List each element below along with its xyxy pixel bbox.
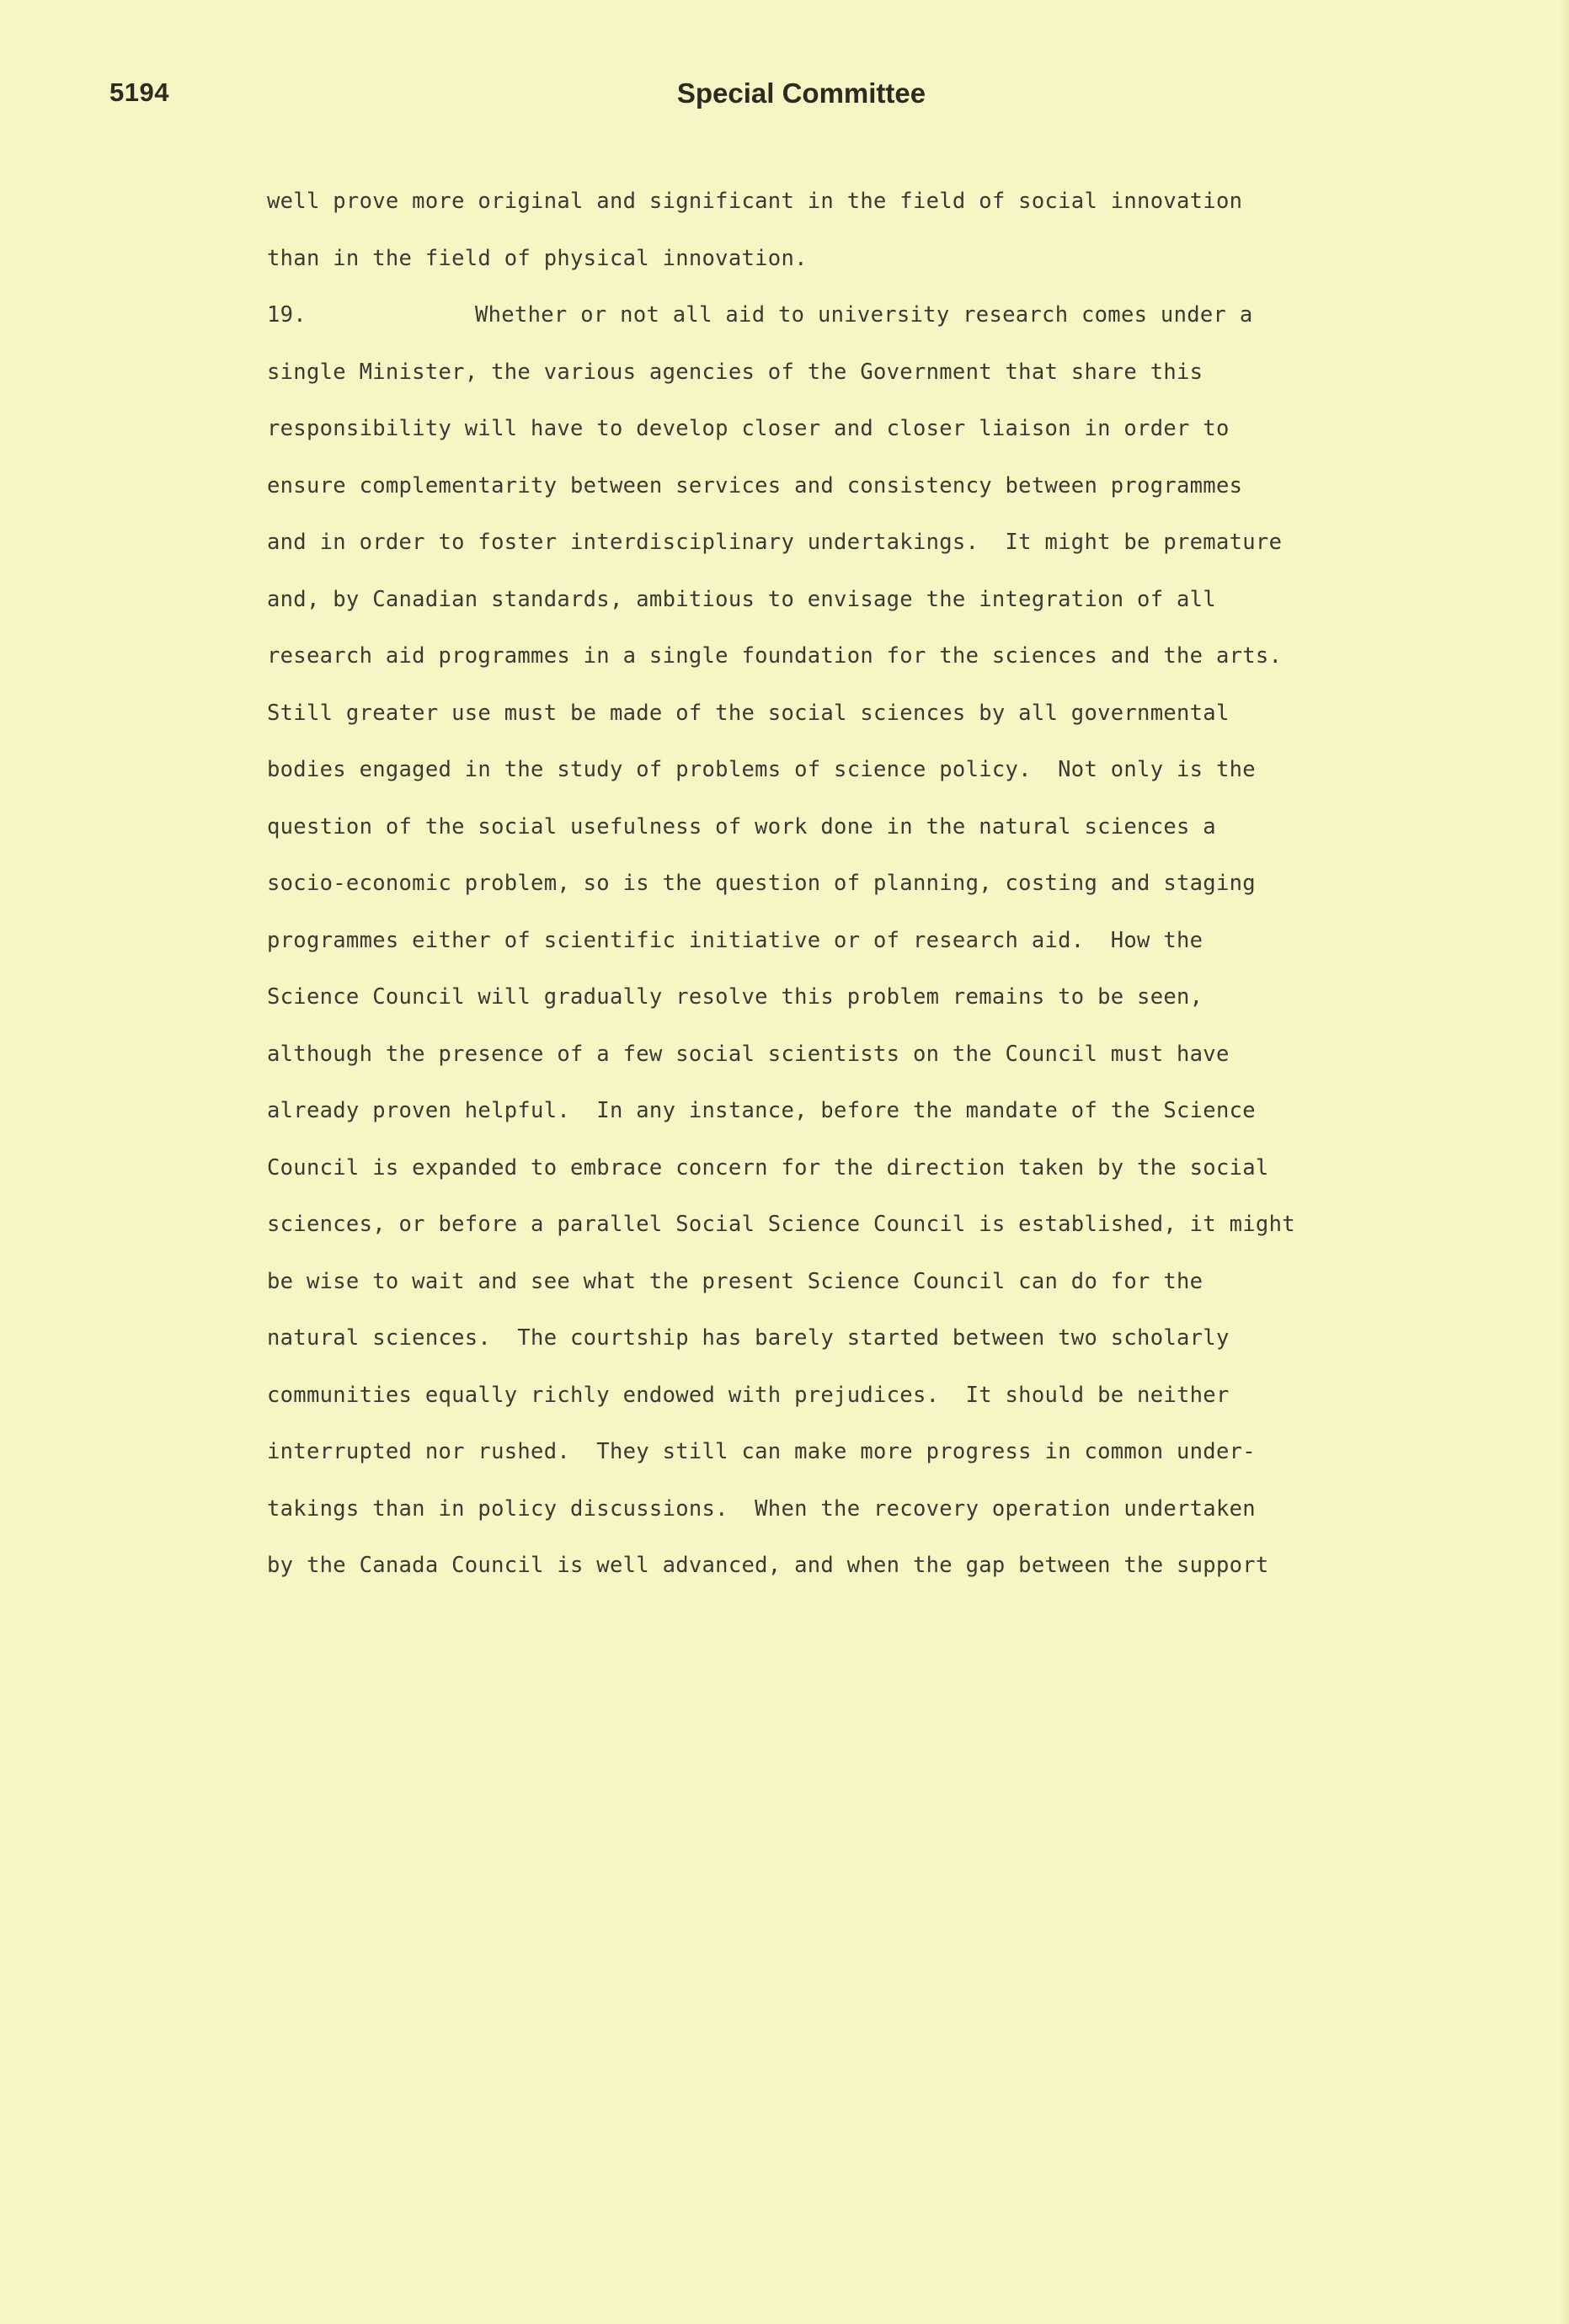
text-line: socio-economic problem, so is the question of planning, costing and staging: [267, 871, 1256, 896]
text-line: Whether or not all aid to university research comes under a: [475, 302, 1253, 328]
text-line: well prove more original and significant in the field of social innovation: [267, 189, 1243, 214]
text-line: takings than in policy discussions. When the recovery operation undertaken: [267, 1495, 1256, 1522]
text-line: interrupted nor rushed. They still can make more progress in common under-: [267, 1439, 1256, 1464]
text-line: Council is expanded to embrace concern for the direction taken by the social: [267, 1154, 1269, 1181]
paragraph-start-line: [267, 287, 1379, 344]
page-edge-shadow: [1561, 0, 1569, 2324]
text-line: question of the social usefulness of work done in the natural sciences a: [267, 813, 1216, 840]
text-line: programmes either of scientific initiative or of research aid. How the: [267, 927, 1203, 953]
body-text: [267, 173, 1379, 1595]
text-line: although the presence of a few social scientists on the Council must have: [267, 1041, 1230, 1067]
text-line: responsibility will have to develop closer and closer liaison in order to: [267, 416, 1230, 441]
text-line: than in the field of physical innovation.: [267, 245, 808, 271]
paragraph-number: 19.: [267, 302, 307, 328]
text-line: research aid programmes in a single foundation for the sciences and the arts.: [267, 643, 1283, 669]
text-line: already proven helpful. In any instance, before the mandate of the Science: [267, 1098, 1256, 1123]
text-line: be wise to wait and see what the present Science Council can do for the: [267, 1268, 1203, 1294]
text-line: ensure complementarity between services and consistency between programmes: [267, 472, 1243, 498]
page-title: Special Committee: [676, 77, 926, 109]
text-line: bodies engaged in the study of problems of science policy. Not only is the: [267, 757, 1256, 782]
page-number: 5194: [109, 77, 169, 107]
text-line: Still greater use must be made of the social sciences by all governmental: [267, 700, 1230, 726]
text-line: by the Canada Council is well advanced, and when the gap between the support: [267, 1553, 1269, 1578]
text-line: sciences, or before a parallel Social Science Council is established, it might: [267, 1212, 1295, 1237]
text-line: single Minister, the various agencies of the Government that share this: [267, 359, 1203, 385]
text-line: Science Council will gradually resolve this problem remains to be seen,: [267, 984, 1203, 1010]
text-line: and in order to foster interdisciplinary undertakings. It might be premature: [267, 530, 1283, 555]
text-line: communities equally richly endowed with prejudices. It should be neither: [267, 1382, 1230, 1408]
text-line: natural sciences. The courtship has barely started between two scholarly: [267, 1325, 1230, 1351]
text-line: and, by Canadian standards, ambitious to envisage the integration of all: [267, 586, 1216, 612]
